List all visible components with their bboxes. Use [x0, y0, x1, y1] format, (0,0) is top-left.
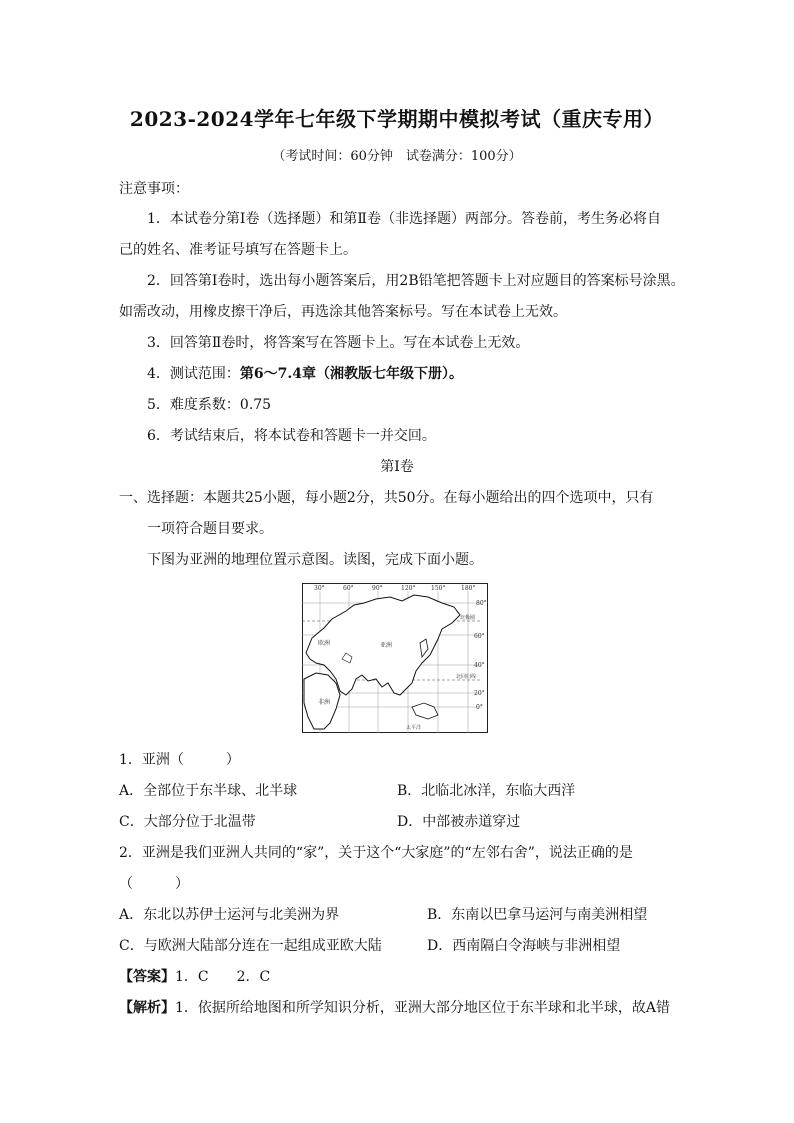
- label-pacific: 太平洋: [406, 725, 422, 731]
- volume-heading: 第Ⅰ卷: [380, 459, 414, 475]
- label-asia: 亚洲: [380, 642, 393, 649]
- notice-item-6: 6．考试结束后，将本试卷和答题卡一并交回。: [147, 428, 436, 444]
- lon-label-150: 150°: [431, 585, 446, 592]
- q1-option-d: D．中部被赤道穿过: [397, 814, 521, 830]
- analysis-text: 1．依据所给地图和所学知识分析，亚洲大部分地区位于东半球和北半球，故A错: [175, 1000, 671, 1016]
- q1-option-a: A．全部位于东半球、北半球: [119, 783, 298, 799]
- notice-heading: 注意事项：: [119, 181, 189, 197]
- asia-map-svg: [302, 583, 488, 733]
- label-arctic-circle: 北极圈: [460, 615, 476, 621]
- q2-stem: 2．亚洲是我们亚洲人共同的“家”，关于这个“大家庭”的“左邻右舍”，说法正确的是: [119, 845, 633, 861]
- notice-item-4-prefix: 4．测试范围：: [147, 366, 240, 382]
- exam-subtitle: （考试时间：60分钟 试卷满分：100分）: [272, 149, 522, 164]
- label-europe: 欧洲: [318, 640, 331, 647]
- lat-label-0: 0°: [476, 704, 483, 711]
- lon-label-90: 90°: [372, 585, 383, 592]
- lat-label-40: 40°: [474, 662, 485, 669]
- q2-option-b: B．东南以巴拿马运河与南美洲相望: [427, 907, 648, 923]
- lon-label-30: 30°: [314, 585, 325, 592]
- lon-label-120: 120°: [401, 585, 416, 592]
- q2-option-a: A．东北以苏伊士运河与北美洲为界: [119, 907, 340, 923]
- exam-title: 2023-2024学年七年级下学期期中模拟考试（重庆专用）: [129, 107, 665, 131]
- analysis-line: [119, 997, 670, 1017]
- lon-label-60: 60°: [343, 585, 354, 592]
- q2-paren: （ ）: [119, 876, 189, 892]
- answer-line: [119, 966, 270, 986]
- answer-text: 1．C 2．C: [175, 969, 271, 985]
- notice-item-4-range: 第6～7.4章（湘教版七年级下册）。: [239, 366, 464, 382]
- section-instruction-b: 一项符合题目要求。: [147, 521, 273, 537]
- q2-option-d: D．西南隔白令海峡与非洲相望: [427, 938, 621, 954]
- notice-item-2b: 如需改动，用橡皮擦干净后，再选涂其他答案标号。写在本试卷上无效。: [119, 304, 567, 320]
- notice-item-5: 5．难度系数：0.75: [147, 397, 272, 413]
- asia-location-map: [302, 583, 488, 733]
- notice-item-3: 3．回答第Ⅱ卷时，将答案写在答题卡上。写在本试卷上无效。: [147, 335, 530, 351]
- notice-item-1a: 1．本试卷分第Ⅰ卷（选择题）和第Ⅱ卷（非选择题）两部分。答卷前，考生务必将自: [147, 211, 661, 227]
- lat-label-20: 20°: [474, 690, 485, 697]
- notice-item-1b: 己的姓名、准考证号填写在答题卡上。: [119, 242, 357, 258]
- q1-option-b: B．北临北冰洋，东临大西洋: [397, 783, 576, 799]
- q1-option-c: C．大部分位于北温带: [119, 814, 256, 830]
- lat-label-80: 80°: [476, 600, 487, 607]
- notice-item-2a: 2．回答第Ⅰ卷时，选出每小题答案后，用2B铅笔把答题卡上对应题目的答案标号涂黑。: [147, 273, 685, 289]
- notice-item-4: [147, 363, 463, 383]
- label-tropic: 北回归线: [456, 674, 477, 680]
- answer-label: 【答案】: [119, 969, 175, 985]
- map-intro: 下图为亚洲的地理位置示意图。读图，完成下面小题。: [147, 552, 483, 568]
- q2-option-c: C．与欧洲大陆部分连在一起组成亚欧大陆: [119, 938, 382, 954]
- label-africa: 非洲: [318, 699, 331, 706]
- lat-label-60: 60°: [474, 633, 485, 640]
- q1-stem: 1．亚洲（ ）: [119, 752, 240, 768]
- section-instruction-a: 一、选择题：本题共25小题，每小题2分，共50分。在每小题给出的四个选项中，只有: [119, 490, 654, 506]
- lon-label-180: 180°: [461, 585, 476, 592]
- analysis-label: 【解析】: [119, 1000, 175, 1016]
